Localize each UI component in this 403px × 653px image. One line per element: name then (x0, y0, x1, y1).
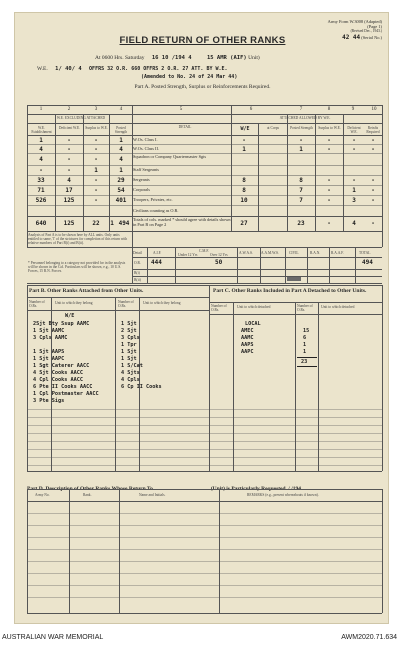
cell: - (352, 137, 356, 144)
cell: 29 (117, 177, 125, 184)
cell: 1 (94, 167, 98, 174)
col-number-1: 1 (39, 107, 43, 112)
at-label: At 0600 Hrs. Saturday (95, 55, 145, 61)
part-b-entry: 4 Sjt Cooks AACC (33, 370, 83, 376)
cell: - (371, 177, 375, 184)
sub-header-surplus: Surplus to W.E. (85, 126, 108, 130)
cell: 125 (63, 197, 75, 204)
part-b-entry: 3 Pte Sigs (33, 398, 65, 404)
form-id-line3: (Revised Dec., 1943.) (350, 29, 382, 34)
part-b-entry: 1 Sjt AAMC (33, 328, 65, 334)
form-id-line1: Army Form W.3008 (Adapted) (327, 19, 382, 24)
part-c-entry: AAMC (241, 335, 254, 341)
part-b-col-number: Number of O.Rs. (29, 300, 45, 309)
col-number-7: 7 (299, 107, 303, 112)
we-value: 1/ 40/ 4 (55, 66, 82, 72)
field-return-form (14, 12, 389, 624)
col-number-3: 3 (94, 107, 98, 112)
row-detail: Troopers, Privates, etc. (133, 197, 173, 202)
cell: 526 (35, 197, 47, 204)
part-b-entry: 1 Sjt AAPC (33, 356, 65, 362)
analysis-head-raaf: R.A.A.F. (331, 251, 344, 255)
part-b-entry-right: 1 S/Cat (121, 363, 143, 369)
part-b-col-unit-2: Unit to which they belong (143, 301, 181, 305)
cell: 22 (92, 220, 100, 227)
cell: - (371, 146, 375, 153)
cell: - (352, 177, 356, 184)
cell: - (242, 137, 246, 144)
return-date: 16 10 /194 4 (151, 55, 192, 61)
part-b-entry-right: 4 Cpls (121, 377, 140, 383)
cell: 23 (297, 220, 305, 227)
detail-header: DETAIL (178, 125, 192, 129)
cell: 4 (119, 156, 123, 163)
cell: - (299, 137, 303, 144)
row-detail: W.Os. Class II. (133, 146, 159, 151)
analysis-head-awas: A.W.A.S. (239, 251, 253, 255)
part-a-title: Part A. Posted Strength, Surplus or Reinforcements Required. (134, 84, 271, 90)
sub-header-reinfts: Reinfts Required (366, 126, 380, 135)
sub-header-we-mark: W/E (240, 126, 250, 132)
analysis-head-total: TOTAL (359, 251, 371, 255)
sub-header-posted: Posted Strength (114, 126, 128, 135)
row-detail: Civilians counting as O.R. (133, 208, 179, 213)
part-c-number: 6 (303, 335, 307, 341)
cell: 1 (119, 137, 123, 144)
analysis-head-detail: Detail (133, 251, 142, 255)
cell: 125 (63, 220, 75, 227)
part-b-entry-right: 4 Sjts (121, 370, 140, 376)
part-c-number: 1 (303, 349, 307, 355)
part-b-entry-right: 3 Cpls (121, 335, 140, 341)
analysis-value-aif: 444 (151, 259, 162, 266)
row-detail: Squadron or Company Quartermaster Sgts (133, 154, 207, 159)
part-c-entry: AAPS (241, 342, 254, 348)
analysis-head-aamws: A.A.M.W.S. (261, 251, 279, 255)
date-unit-line (95, 55, 260, 61)
analysis-head-ran: R.A.N. (310, 251, 321, 255)
part-b-entry-right: 1 Sjt (121, 356, 137, 362)
cell: 1 (352, 187, 356, 194)
sub-header-surplus-we: Surplus to W.E. (318, 126, 341, 130)
col-number-10: 10 (371, 107, 377, 112)
sub-header-we-establishment: W.E. Establishment (31, 126, 52, 135)
analysis-value-cmf: 50 (215, 259, 223, 266)
analysis-head-civil: CIVIL (289, 251, 299, 255)
cell: 4 (67, 177, 71, 184)
cell: 4 (39, 156, 43, 163)
sub-header-deficient-we: Deficient W.E. (347, 126, 361, 135)
amended-note: (Amended to No. 24 of 24 Mar 44) (141, 74, 238, 80)
cell: - (94, 187, 98, 194)
cell: 1 (119, 167, 123, 174)
cell: 8 (299, 177, 303, 184)
part-b-title: Part B. Other Ranks Attached from Other Units. (29, 288, 144, 294)
cell: 54 (117, 187, 125, 194)
cell: 7 (299, 187, 303, 194)
row-detail: Staff Sergeants (133, 167, 159, 172)
part-c-number: 15 (303, 328, 310, 334)
analysis-head-aif: A.I.F. (153, 251, 162, 255)
part-b-entry-right: 1 Sjt (121, 321, 137, 327)
analysis-row-bii: B(ii) (134, 278, 141, 282)
part-c-total: 23 (301, 359, 308, 365)
col-number-4: 4 (119, 107, 123, 112)
part-c-col-number-2: Number of O.Rs. (297, 304, 313, 313)
serial-number: 42 44 (342, 33, 361, 41)
cell: - (327, 177, 331, 184)
unit-name: 15 AMR (AIF) (207, 55, 247, 61)
part-c-entry: AMEC (241, 328, 254, 334)
we-line (37, 66, 228, 72)
part-c-col-number: Number of O.Rs. (211, 304, 227, 313)
row-detail: W.Os. Class I. (133, 137, 158, 142)
form-id-line2: (Page 1) (367, 24, 382, 30)
col-number-2: 2 (67, 107, 71, 112)
part-d-col-remarks: REMARKS (e.g., present whereabouts if known). (247, 493, 319, 497)
analysis-sub-over: Over 12 Yrs (210, 253, 228, 257)
archive-credit: AUSTRALIAN WAR MEMORIAL (2, 634, 104, 641)
cell: 7 (299, 197, 303, 204)
cell: - (94, 146, 98, 153)
part-b-entry: 1 Sjt AAPS (33, 349, 65, 355)
archive-accession-number: AWM2020.71.634 (341, 634, 397, 641)
col-number-6: 6 (249, 107, 253, 112)
cell: - (67, 137, 71, 144)
cell: 640 (35, 220, 47, 227)
cell: - (327, 146, 331, 153)
row-detail: Totals of cols. marked * should agree with details shown in Part B on Page 2 (133, 217, 231, 227)
cell: 1 (110, 220, 114, 227)
cell: - (352, 146, 356, 153)
sub-header-deficient: Deficient W.E. (58, 126, 81, 130)
sub-header-at-corps: at Corps (266, 126, 280, 130)
cell: 10 (240, 197, 248, 204)
cell: - (67, 156, 71, 163)
row-detail: Corporals (133, 187, 150, 192)
analysis-note: Analysis of Part A is to be shown here by ALL units. Only units entitled to same, 'I' of the strictures for completion of this return with relative numbers of Part B(i) and B(ii). (28, 233, 128, 246)
part-c-entry: AAPC (241, 349, 254, 355)
cell: 33 (37, 177, 45, 184)
cell: - (94, 156, 98, 163)
cell: 1 (242, 146, 246, 153)
analysis-sub-under: Under 12 Yrs (178, 253, 198, 257)
part-b-entry: 4 Cpl Cooks AACC (33, 377, 83, 383)
part-c-entry: LOCAL (245, 321, 261, 327)
part-b-entry: 2Sjt Bty Ssup AAMC (33, 321, 90, 327)
unit-label: Unit) (248, 55, 260, 61)
offrs-text: OFFRS 32 O.R. 660 OFFRS 2 O.R. 27 ATT. BY W.E. (89, 66, 228, 72)
part-b-entry: 1 Cpl Postmaster AACC (33, 391, 99, 397)
cell: 4 (119, 146, 123, 153)
cell: 4 (39, 146, 43, 153)
cell: 1 (299, 146, 303, 153)
part-b-entry: 3 Cpls AAMC (33, 335, 68, 341)
row-detail: Sergeants (133, 177, 150, 182)
part-c-col-unit: Unit to which detached (237, 305, 271, 309)
cell: - (371, 137, 375, 144)
cell: 8 (242, 177, 246, 184)
cell: 71 (37, 187, 45, 194)
part-d-title: Part D. Description of Other Ranks Whose Return To (27, 486, 153, 492)
part-c-title: Part C. Other Ranks Included in Part A Detached to Other Units. (213, 288, 367, 294)
sub-header-posted-strength: Posted Strength (290, 126, 313, 130)
analysis-note-2: * Personnel belonging to a category not provided for in the analysis will be shown in the Col. Particulars will be shown, e.g., 10 U.S. Forces, 15 R.N. Forces. (28, 261, 126, 274)
cell: 17 (65, 187, 73, 194)
part-b-col-number-2: Number of O.Rs. (118, 300, 134, 309)
form-title: FIELD RETURN OF OTHER RANKS (119, 35, 286, 46)
cell: 8 (242, 187, 246, 194)
part-b-we-mark: W/E (65, 313, 75, 319)
cell: - (371, 220, 375, 227)
cell: - (371, 197, 375, 204)
part-c-col-unit-2: Unit to which detached (321, 305, 355, 309)
cell: 4 (352, 220, 356, 227)
cell: - (327, 187, 331, 194)
redaction-mark (287, 277, 301, 281)
cell: 401 (115, 197, 127, 204)
cell: - (67, 146, 71, 153)
analysis-row-bi: B(i) (134, 271, 140, 275)
we-excluding-header: W.E. EXCLUDING ATTACHED (56, 116, 106, 120)
cell: 1 (39, 137, 43, 144)
cell: - (327, 220, 331, 227)
serial-label: (Serial No.) (361, 34, 382, 40)
cell: - (67, 167, 71, 174)
analysis-value-total: 494 (362, 259, 373, 266)
cell: 3 (352, 197, 356, 204)
part-b-col-unit: Unit to which they belong (55, 301, 93, 305)
cell: 27 (240, 220, 248, 227)
part-d-col-rank: Rank. (83, 493, 92, 497)
analysis-row-or: O.R. (134, 261, 141, 265)
cell: - (371, 187, 375, 194)
part-b-entry-right: 1 Tpr (121, 342, 137, 348)
col-number-9: 9 (351, 107, 355, 112)
cell: - (94, 177, 98, 184)
cell: - (327, 137, 331, 144)
analysis-head-cmf: C.M.F. (199, 249, 209, 253)
col-number-8: 8 (327, 107, 331, 112)
cell: - (327, 197, 331, 204)
part-b-entry-right: 6 Cp II Cooks (121, 384, 162, 390)
part-b-entry-right: 2 Sjt (121, 328, 137, 334)
part-d-col-army-no: Army No. (35, 493, 50, 497)
cell: 494 (118, 220, 130, 227)
part-b-entry: 6 Pte II Cooks AACC (33, 384, 93, 390)
part-b-entry-right: 1 Sjt (121, 349, 137, 355)
part-d-title-tail: (Unit) is Particularly Requested. / /194 (210, 486, 301, 492)
cell: - (39, 167, 43, 174)
part-b-entry: 1 Sgt Caterer AACC (33, 363, 90, 369)
col-number-5: 5 (179, 107, 183, 112)
cell: - (94, 137, 98, 144)
part-d-col-name: Name and Initials. (139, 493, 166, 497)
we-label: W.E. (37, 66, 48, 72)
cell: - (94, 197, 98, 204)
attached-header: ATTACHED ALLOWED BY W.E. (279, 116, 331, 120)
part-c-number: 1 (303, 342, 307, 348)
